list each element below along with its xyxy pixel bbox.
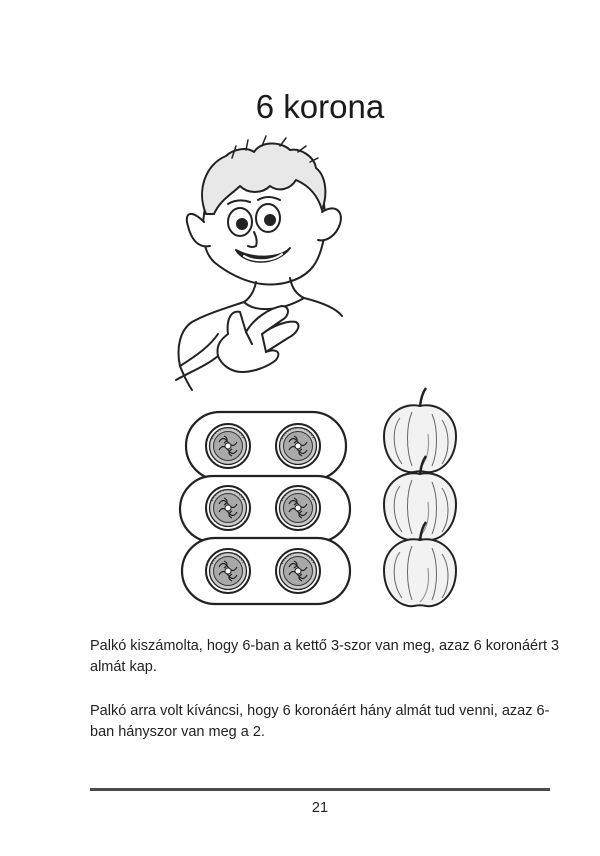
coin-group: [186, 412, 346, 480]
coin-icon: [206, 486, 250, 530]
coin-group: [180, 476, 350, 542]
apple-icon: [384, 456, 456, 540]
coin-icon: [276, 549, 320, 593]
apple-icon: [384, 388, 456, 472]
coin-group: [182, 538, 350, 604]
coin-icon: [276, 486, 320, 530]
page-title: 6 korona: [255, 88, 385, 125]
paragraph-1: Palkó kiszámolta, hogy 6-ban a kettő 3-szor van meg, azaz 6 koronáért 3 almát kap.: [90, 638, 560, 675]
paragraph-2: Palkó arra volt kíváncsi, hogy 6 koronáért hány almát tud venni, azaz 6-ban hányszor van meg a 2.: [90, 703, 550, 740]
apple-icon: [384, 522, 456, 606]
coin-icon: [206, 549, 250, 593]
page-number: 21: [311, 800, 329, 816]
footer-divider: [90, 788, 550, 791]
boy-icon: [176, 136, 342, 390]
coin-icon: [276, 424, 320, 468]
coin-icon: [206, 424, 250, 468]
